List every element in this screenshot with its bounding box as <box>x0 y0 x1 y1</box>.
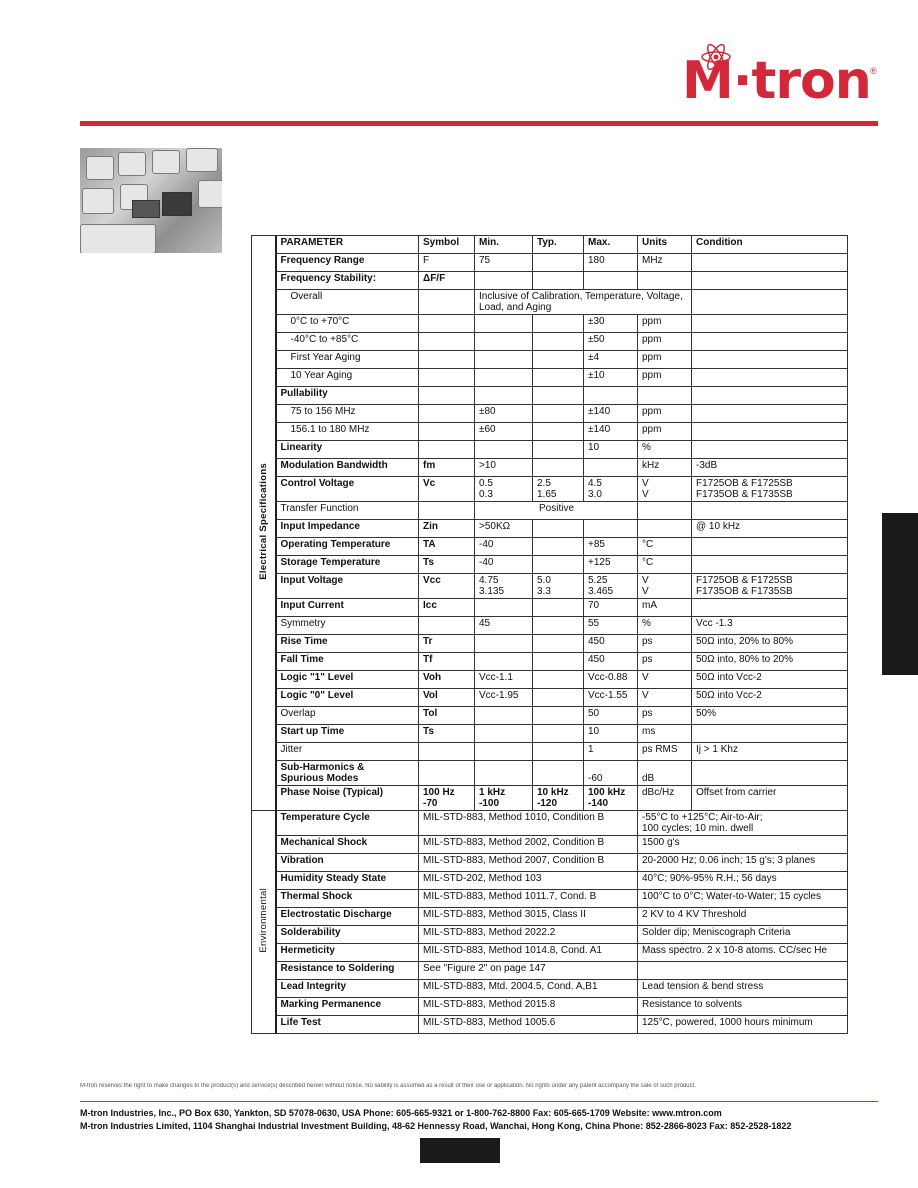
header-symbol: Symbol <box>419 236 475 254</box>
typ-cell <box>533 761 584 786</box>
units-cell: V V <box>638 574 692 599</box>
table-row <box>252 653 848 671</box>
header-units: Units <box>638 236 692 254</box>
specifications-table <box>251 235 848 1034</box>
test-name-cell: Life Test <box>276 1016 419 1034</box>
logo-text: M·tron <box>682 51 871 111</box>
table-row <box>252 962 848 980</box>
parameter-cell: Control Voltage <box>276 477 419 502</box>
side-tab <box>882 513 918 675</box>
typ-cell <box>533 423 584 441</box>
disclaimer: M-tron reserves the right to make changes to the product(s) and service(s) described herein without notice. No liability is assumed as a result of their use or application. No rights under any patent accompany the sale of such product. <box>80 1083 696 1089</box>
min-cell <box>475 441 533 459</box>
test-name-cell: Solderability <box>276 926 419 944</box>
typ-cell <box>533 254 584 272</box>
table-row <box>252 854 848 872</box>
units-cell: ppm <box>638 351 692 369</box>
symbol-cell: Zin <box>419 520 475 538</box>
max-cell: 10 <box>584 725 638 743</box>
min-cell <box>475 387 533 405</box>
symbol-cell: Voh <box>419 671 475 689</box>
product-photo <box>80 148 222 253</box>
table-row <box>252 574 848 599</box>
min-cell <box>475 315 533 333</box>
method-cell: MIL-STD-883, Method 1005.6 <box>419 1016 638 1034</box>
typ-cell <box>533 387 584 405</box>
condition-cell: F1725OB & F1725SB F1735OB & F1735SB <box>692 477 848 502</box>
header-max: Max. <box>584 236 638 254</box>
method-cell: MIL-STD-883, Method 1014.8, Cond. A1 <box>419 944 638 962</box>
min-cell: -40 <box>475 556 533 574</box>
symbol-cell: Ts <box>419 725 475 743</box>
symbol-cell <box>419 333 475 351</box>
min-cell: ±60 <box>475 423 533 441</box>
symbol-cell <box>419 369 475 387</box>
units-cell: % <box>638 617 692 635</box>
symbol-cell: fm <box>419 459 475 477</box>
condition-cell: 40°C; 90%-95% R.H.; 56 days <box>638 872 848 890</box>
max-cell: 55 <box>584 617 638 635</box>
header-min: Min. <box>475 236 533 254</box>
units-cell <box>638 387 692 405</box>
max-cell: 180 <box>584 254 638 272</box>
parameter-cell: Overall <box>276 290 419 315</box>
parameter-cell: Pullability <box>276 387 419 405</box>
method-cell: MIL-STD-883, Method 2022.2 <box>419 926 638 944</box>
max-cell <box>584 459 638 477</box>
symbol-cell: Vc <box>419 477 475 502</box>
condition-cell <box>692 441 848 459</box>
max-cell: 4.5 3.0 <box>584 477 638 502</box>
condition-cell: 20-2000 Hz; 0.06 inch; 15 g's; 3 planes <box>638 854 848 872</box>
typ-cell <box>533 272 584 290</box>
min-cell <box>475 761 533 786</box>
min-cell <box>475 743 533 761</box>
typ-cell <box>533 333 584 351</box>
table-row <box>252 387 848 405</box>
max-cell: 450 <box>584 635 638 653</box>
table-row <box>252 836 848 854</box>
condition-cell: Resistance to solvents <box>638 998 848 1016</box>
symbol-cell: Tol <box>419 707 475 725</box>
method-cell: MIL-STD-202, Method 103 <box>419 872 638 890</box>
table-row <box>252 477 848 502</box>
condition-cell <box>692 387 848 405</box>
symbol-cell: Icc <box>419 599 475 617</box>
max-cell <box>584 272 638 290</box>
min-cell <box>475 599 533 617</box>
parameter-cell: Logic "1" Level <box>276 671 419 689</box>
table-row <box>252 944 848 962</box>
merged-value-cell: Positive <box>475 502 638 520</box>
min-cell: 0.5 0.3 <box>475 477 533 502</box>
parameter-cell: Sub-Harmonics & Spurious Modes <box>276 761 419 786</box>
condition-cell <box>692 333 848 351</box>
units-cell: ppm <box>638 315 692 333</box>
symbol-cell <box>419 290 475 315</box>
test-name-cell: Lead Integrity <box>276 980 419 998</box>
typ-cell: 10 kHz -120 <box>533 786 584 811</box>
table-row <box>252 890 848 908</box>
max-cell: 100 kHz -140 <box>584 786 638 811</box>
test-name-cell: Hermeticity <box>276 944 419 962</box>
symbol-cell <box>419 423 475 441</box>
condition-cell: F1725OB & F1725SB F1735OB & F1735SB <box>692 574 848 599</box>
condition-cell: 125°C, powered, 1000 hours minimum <box>638 1016 848 1034</box>
min-cell: 4.75 3.135 <box>475 574 533 599</box>
max-cell: ±4 <box>584 351 638 369</box>
min-cell <box>475 653 533 671</box>
symbol-cell <box>419 405 475 423</box>
condition-cell: Ij > 1 Khz <box>692 743 848 761</box>
units-cell <box>638 272 692 290</box>
table-header-row <box>252 236 848 254</box>
typ-cell <box>533 707 584 725</box>
table-row <box>252 520 848 538</box>
min-cell <box>475 635 533 653</box>
condition-cell <box>692 599 848 617</box>
table-row <box>252 980 848 998</box>
typ-cell <box>533 635 584 653</box>
typ-cell <box>533 520 584 538</box>
parameter-cell: Overlap <box>276 707 419 725</box>
symbol-cell <box>419 315 475 333</box>
symbol-cell <box>419 351 475 369</box>
min-cell <box>475 725 533 743</box>
symbol-cell <box>419 387 475 405</box>
merged-value-cell: Inclusive of Calibration, Temperature, Voltage, Load, and Aging <box>475 290 692 315</box>
test-name-cell: Thermal Shock <box>276 890 419 908</box>
typ-cell <box>533 743 584 761</box>
condition-cell <box>692 761 848 786</box>
parameter-cell: 156.1 to 180 MHz <box>276 423 419 441</box>
test-name-cell: Marking Permanence <box>276 998 419 1016</box>
max-cell: 50 <box>584 707 638 725</box>
condition-cell: -55°C to +125°C; Air-to-Air; 100 cycles; 10 min. dwell <box>638 811 848 836</box>
units-cell: dBc/Hz <box>638 786 692 811</box>
parameter-cell: Frequency Range <box>276 254 419 272</box>
units-cell: V V <box>638 477 692 502</box>
method-cell: MIL-STD-883, Method 2015.8 <box>419 998 638 1016</box>
condition-cell: 1500 g's <box>638 836 848 854</box>
table-row <box>252 707 848 725</box>
condition-cell: Vcc -1.3 <box>692 617 848 635</box>
test-name-cell: Temperature Cycle <box>276 811 419 836</box>
min-cell: >50KΩ <box>475 520 533 538</box>
typ-cell <box>533 556 584 574</box>
condition-cell <box>692 538 848 556</box>
table-row <box>252 1016 848 1034</box>
condition-cell: Solder dip; Meniscograph Criteria <box>638 926 848 944</box>
min-cell: -40 <box>475 538 533 556</box>
parameter-cell: 75 to 156 MHz <box>276 405 419 423</box>
min-cell: 75 <box>475 254 533 272</box>
min-cell: >10 <box>475 459 533 477</box>
table-row <box>252 908 848 926</box>
max-cell: 10 <box>584 441 638 459</box>
condition-cell <box>692 556 848 574</box>
typ-cell <box>533 538 584 556</box>
parameter-cell: First Year Aging <box>276 351 419 369</box>
registered-mark: ® <box>870 66 877 76</box>
max-cell: ±30 <box>584 315 638 333</box>
units-cell: V <box>638 671 692 689</box>
max-cell: 5.25 3.465 <box>584 574 638 599</box>
symbol-cell: Tf <box>419 653 475 671</box>
parameter-cell: Storage Temperature <box>276 556 419 574</box>
condition-cell <box>692 315 848 333</box>
units-cell: mA <box>638 599 692 617</box>
condition-cell <box>692 272 848 290</box>
address-hong-kong: M-tron Industries Limited, 1104 Shanghai Industrial Investment Building, 48-62 Hennessy Road, Wanchai, Hong Kong, China Phone: 852-2866-8023 Fax: 852-2528-1822 <box>80 1121 792 1131</box>
units-cell: ps <box>638 707 692 725</box>
max-cell: Vcc-1.55 <box>584 689 638 707</box>
table-row <box>252 351 848 369</box>
min-cell <box>475 707 533 725</box>
typ-cell <box>533 671 584 689</box>
units-cell: kHz <box>638 459 692 477</box>
table-row <box>252 556 848 574</box>
condition-cell: Offset from carrier <box>692 786 848 811</box>
min-cell <box>475 333 533 351</box>
condition-cell: 50Ω into, 20% to 80% <box>692 635 848 653</box>
units-cell: ppm <box>638 333 692 351</box>
typ-cell <box>533 351 584 369</box>
parameter-cell: Jitter <box>276 743 419 761</box>
units-cell: MHz <box>638 254 692 272</box>
max-cell: 70 <box>584 599 638 617</box>
table-row <box>252 998 848 1016</box>
table-row <box>252 369 848 387</box>
max-cell: Vcc-0.88 <box>584 671 638 689</box>
method-cell: See "Figure 2" on page 147 <box>419 962 638 980</box>
header-condition: Condition <box>692 236 848 254</box>
units-cell: % <box>638 441 692 459</box>
parameter-cell: Input Voltage <box>276 574 419 599</box>
min-cell: Vcc-1.95 <box>475 689 533 707</box>
section-label-electrical-text: Electrical Specifications <box>257 463 269 580</box>
max-cell <box>584 520 638 538</box>
table-row <box>252 405 848 423</box>
typ-cell <box>533 441 584 459</box>
symbol-cell <box>419 761 475 786</box>
max-cell: -60 <box>584 761 638 786</box>
table-row <box>252 538 848 556</box>
min-cell <box>475 351 533 369</box>
condition-cell: -3dB <box>692 459 848 477</box>
max-cell: ±140 <box>584 423 638 441</box>
units-cell: ps <box>638 653 692 671</box>
table-row <box>252 459 848 477</box>
symbol-cell <box>419 441 475 459</box>
condition-cell: 50% <box>692 707 848 725</box>
condition-cell: 100°C to 0°C; Water-to-Water; 15 cycles <box>638 890 848 908</box>
condition-cell <box>692 254 848 272</box>
typ-cell <box>533 405 584 423</box>
parameter-cell: Rise Time <box>276 635 419 653</box>
table-row <box>252 441 848 459</box>
max-cell: 1 <box>584 743 638 761</box>
table-row <box>252 926 848 944</box>
table-row <box>252 617 848 635</box>
typ-cell <box>533 315 584 333</box>
test-name-cell: Electrostatic Discharge <box>276 908 419 926</box>
condition-cell <box>692 405 848 423</box>
condition-cell <box>692 725 848 743</box>
condition-cell <box>692 351 848 369</box>
parameter-cell: 10 Year Aging <box>276 369 419 387</box>
max-cell: ±10 <box>584 369 638 387</box>
condition-cell: Mass spectro. 2 x 10-8 atoms. CC/sec He <box>638 944 848 962</box>
symbol-cell: Tr <box>419 635 475 653</box>
method-cell: MIL-STD-883, Method 2002, Condition B <box>419 836 638 854</box>
condition-cell: @ 10 kHz <box>692 520 848 538</box>
footer-rule <box>80 1101 878 1102</box>
parameter-cell: Input Impedance <box>276 520 419 538</box>
method-cell: MIL-STD-883, Method 3015, Class II <box>419 908 638 926</box>
max-cell: 450 <box>584 653 638 671</box>
condition-cell: Lead tension & bend stress <box>638 980 848 998</box>
min-cell: ±80 <box>475 405 533 423</box>
table-row <box>252 811 848 836</box>
parameter-cell: Symmetry <box>276 617 419 635</box>
table-row <box>252 502 848 520</box>
symbol-cell: TA <box>419 538 475 556</box>
parameter-cell: Linearity <box>276 441 419 459</box>
units-cell: ms <box>638 725 692 743</box>
method-cell: MIL-STD-883, Mtd. 2004.5, Cond. A,B1 <box>419 980 638 998</box>
parameter-cell: 0°C to +70°C <box>276 315 419 333</box>
condition-cell <box>692 290 848 315</box>
table-row <box>252 333 848 351</box>
condition-cell <box>638 962 848 980</box>
symbol-cell: Vcc <box>419 574 475 599</box>
parameter-cell: Transfer Function <box>276 502 419 520</box>
units-cell: °C <box>638 538 692 556</box>
typ-cell: 5.0 3.3 <box>533 574 584 599</box>
table-row <box>252 872 848 890</box>
symbol-cell: Ts <box>419 556 475 574</box>
typ-cell <box>533 689 584 707</box>
typ-cell <box>533 599 584 617</box>
typ-cell <box>533 653 584 671</box>
parameter-cell: Modulation Bandwidth <box>276 459 419 477</box>
max-cell: ±140 <box>584 405 638 423</box>
table-row <box>252 290 848 315</box>
parameter-cell: Start up Time <box>276 725 419 743</box>
table-row <box>252 786 848 811</box>
min-cell: 45 <box>475 617 533 635</box>
symbol-cell: F <box>419 254 475 272</box>
page-number-box <box>420 1138 500 1163</box>
parameter-cell: Phase Noise (Typical) <box>276 786 419 811</box>
units-cell: dB <box>638 761 692 786</box>
section-label-environmental-text: Environmental <box>257 888 269 953</box>
symbol-cell <box>419 743 475 761</box>
test-name-cell: Vibration <box>276 854 419 872</box>
symbol-cell: Vol <box>419 689 475 707</box>
test-name-cell: Humidity Steady State <box>276 872 419 890</box>
symbol-cell <box>419 502 475 520</box>
method-cell: MIL-STD-883, Method 1011.7, Cond. B <box>419 890 638 908</box>
max-cell: +85 <box>584 538 638 556</box>
parameter-cell: Frequency Stability: <box>276 272 419 290</box>
units-cell <box>638 520 692 538</box>
units-cell: °C <box>638 556 692 574</box>
parameter-cell: Operating Temperature <box>276 538 419 556</box>
parameter-cell: Logic "0" Level <box>276 689 419 707</box>
table-row <box>252 761 848 786</box>
max-cell: ±50 <box>584 333 638 351</box>
table-row <box>252 671 848 689</box>
table-row <box>252 423 848 441</box>
section-label-electrical <box>252 236 276 811</box>
typ-cell <box>533 459 584 477</box>
parameter-cell: Input Current <box>276 599 419 617</box>
test-name-cell: Mechanical Shock <box>276 836 419 854</box>
symbol-cell <box>419 617 475 635</box>
min-cell <box>475 272 533 290</box>
parameter-cell: Fall Time <box>276 653 419 671</box>
typ-cell <box>533 369 584 387</box>
units-cell: ppm <box>638 369 692 387</box>
symbol-cell: ΔF/F <box>419 272 475 290</box>
min-cell: Vcc-1.1 <box>475 671 533 689</box>
min-cell: 1 kHz -100 <box>475 786 533 811</box>
condition-cell: 50Ω into Vcc-2 <box>692 689 848 707</box>
table-row <box>252 599 848 617</box>
table-row <box>252 315 848 333</box>
condition-cell: 2 KV to 4 KV Threshold <box>638 908 848 926</box>
units-cell <box>638 502 692 520</box>
typ-cell <box>533 617 584 635</box>
units-cell: ps RMS <box>638 743 692 761</box>
max-cell <box>584 387 638 405</box>
table-row <box>252 254 848 272</box>
condition-cell <box>692 423 848 441</box>
units-cell: ps <box>638 635 692 653</box>
units-cell: V <box>638 689 692 707</box>
max-cell: +125 <box>584 556 638 574</box>
section-label-environmental <box>252 811 276 1034</box>
typ-cell <box>533 725 584 743</box>
table-row <box>252 689 848 707</box>
units-cell: ppm <box>638 423 692 441</box>
table-row <box>252 635 848 653</box>
test-name-cell: Resistance to Soldering <box>276 962 419 980</box>
min-cell <box>475 369 533 387</box>
table-row <box>252 725 848 743</box>
condition-cell <box>692 369 848 387</box>
header-parameter: PARAMETER <box>276 236 419 254</box>
condition-cell: 50Ω into, 80% to 20% <box>692 653 848 671</box>
table-row <box>252 743 848 761</box>
condition-cell <box>692 502 848 520</box>
header-rule <box>80 121 878 126</box>
table-row <box>252 272 848 290</box>
address-usa: M-tron Industries, Inc., PO Box 630, Yankton, SD 57078-0630, USA Phone: 605-665-9321 or 1-800-762-8800 Fax: 605-665-1709 Website: www.mtron.com <box>80 1108 722 1118</box>
header-typ: Typ. <box>533 236 584 254</box>
typ-cell: 2.5 1.65 <box>533 477 584 502</box>
method-cell: MIL-STD-883, Method 2007, Condition B <box>419 854 638 872</box>
method-cell: MIL-STD-883, Method 1010, Condition B <box>419 811 638 836</box>
mtron-logo <box>682 50 882 112</box>
units-cell: ppm <box>638 405 692 423</box>
parameter-cell: -40°C to +85°C <box>276 333 419 351</box>
symbol-cell: 100 Hz -70 <box>419 786 475 811</box>
condition-cell: 50Ω into Vcc-2 <box>692 671 848 689</box>
